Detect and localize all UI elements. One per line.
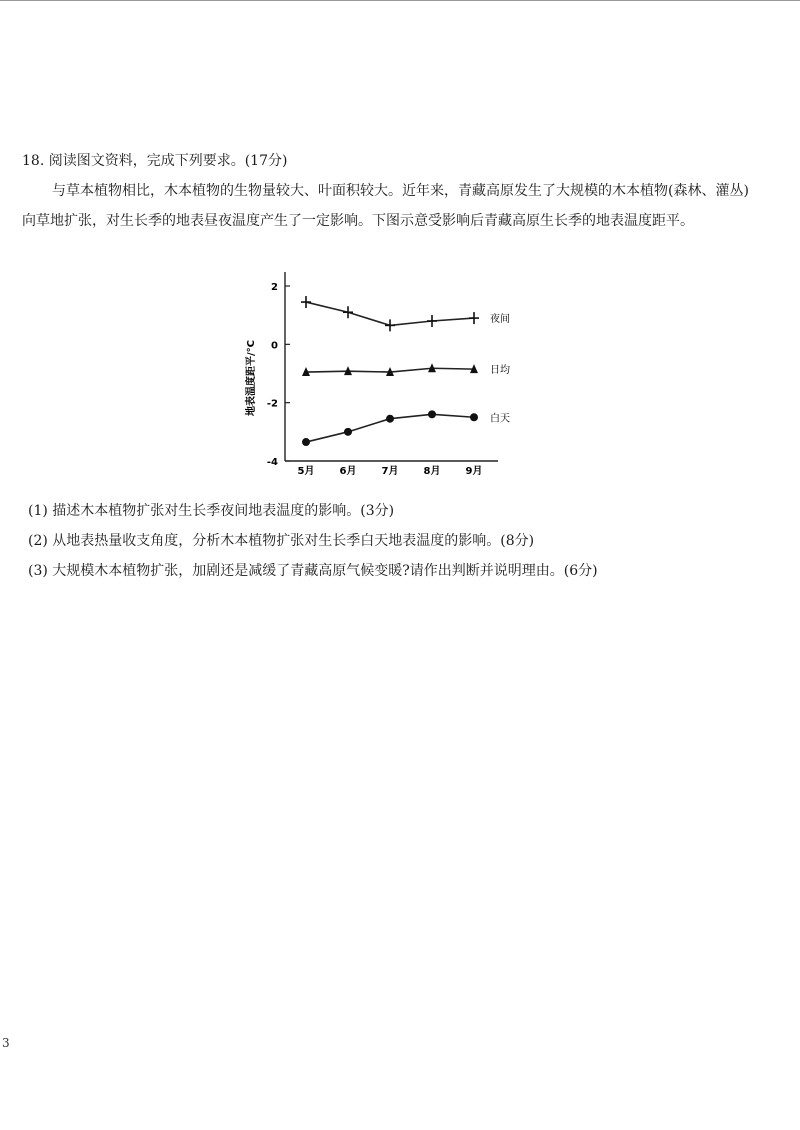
data-point-circle [344, 428, 352, 436]
series-label: 夜间 [490, 314, 510, 326]
x-tick-label: 9月 [465, 466, 483, 477]
y-tick-label: 0 [271, 340, 278, 352]
x-tick-label: 8月 [423, 466, 441, 477]
data-point-cross [385, 319, 395, 331]
sub-question-3: (3) 大规模木本植物扩张，加剧还是减缓了青藏高原气候变暖?请作出判断并说明理由。(6分) [28, 563, 598, 579]
top-rule [0, 0, 800, 1]
data-point-cross [301, 296, 311, 308]
page-margin-mark: 3 [2, 1036, 10, 1050]
y-tick-label: -2 [266, 398, 278, 410]
y-axis-label: 地表温度距平/°C [246, 340, 257, 416]
sub-question-2: (2) 从地表热量收支角度，分析木本植物扩张对生长季白天地表温度的影响。(8分) [28, 533, 535, 549]
data-point-cross [343, 306, 353, 318]
data-point-cross [427, 315, 437, 327]
data-point-circle [428, 410, 436, 418]
y-tick-label: 2 [271, 282, 278, 293]
y-tick-label: -4 [266, 457, 278, 468]
question-title: 18. 阅读图文资料，完成下列要求。(17分) [22, 153, 288, 169]
data-point-circle [386, 415, 394, 423]
data-point-circle [302, 438, 310, 446]
sub-question-1: (1) 描述木本植物扩张对生长季夜间地表温度的影响。(3分) [28, 503, 395, 519]
data-point-cross [469, 312, 479, 324]
x-tick-label: 7月 [381, 466, 399, 477]
x-tick-label: 5月 [297, 466, 315, 477]
question-paragraph: 与草本植物相比，木本植物的生物量较大、叶面积较大。近年来，青藏高原发生了大规模的木本植物(森林、灌丛)向草地扩张，对生长季的地表昼夜温度产生了一定影响。下图示意受影响后青藏高原生长季的地表温度距平。 [22, 183, 749, 229]
series-label: 日均 [490, 365, 510, 377]
series-label: 白天 [490, 413, 510, 425]
temperature-anomaly-chart [240, 268, 520, 478]
data-point-circle [470, 413, 478, 421]
x-tick-label: 6月 [339, 466, 357, 477]
